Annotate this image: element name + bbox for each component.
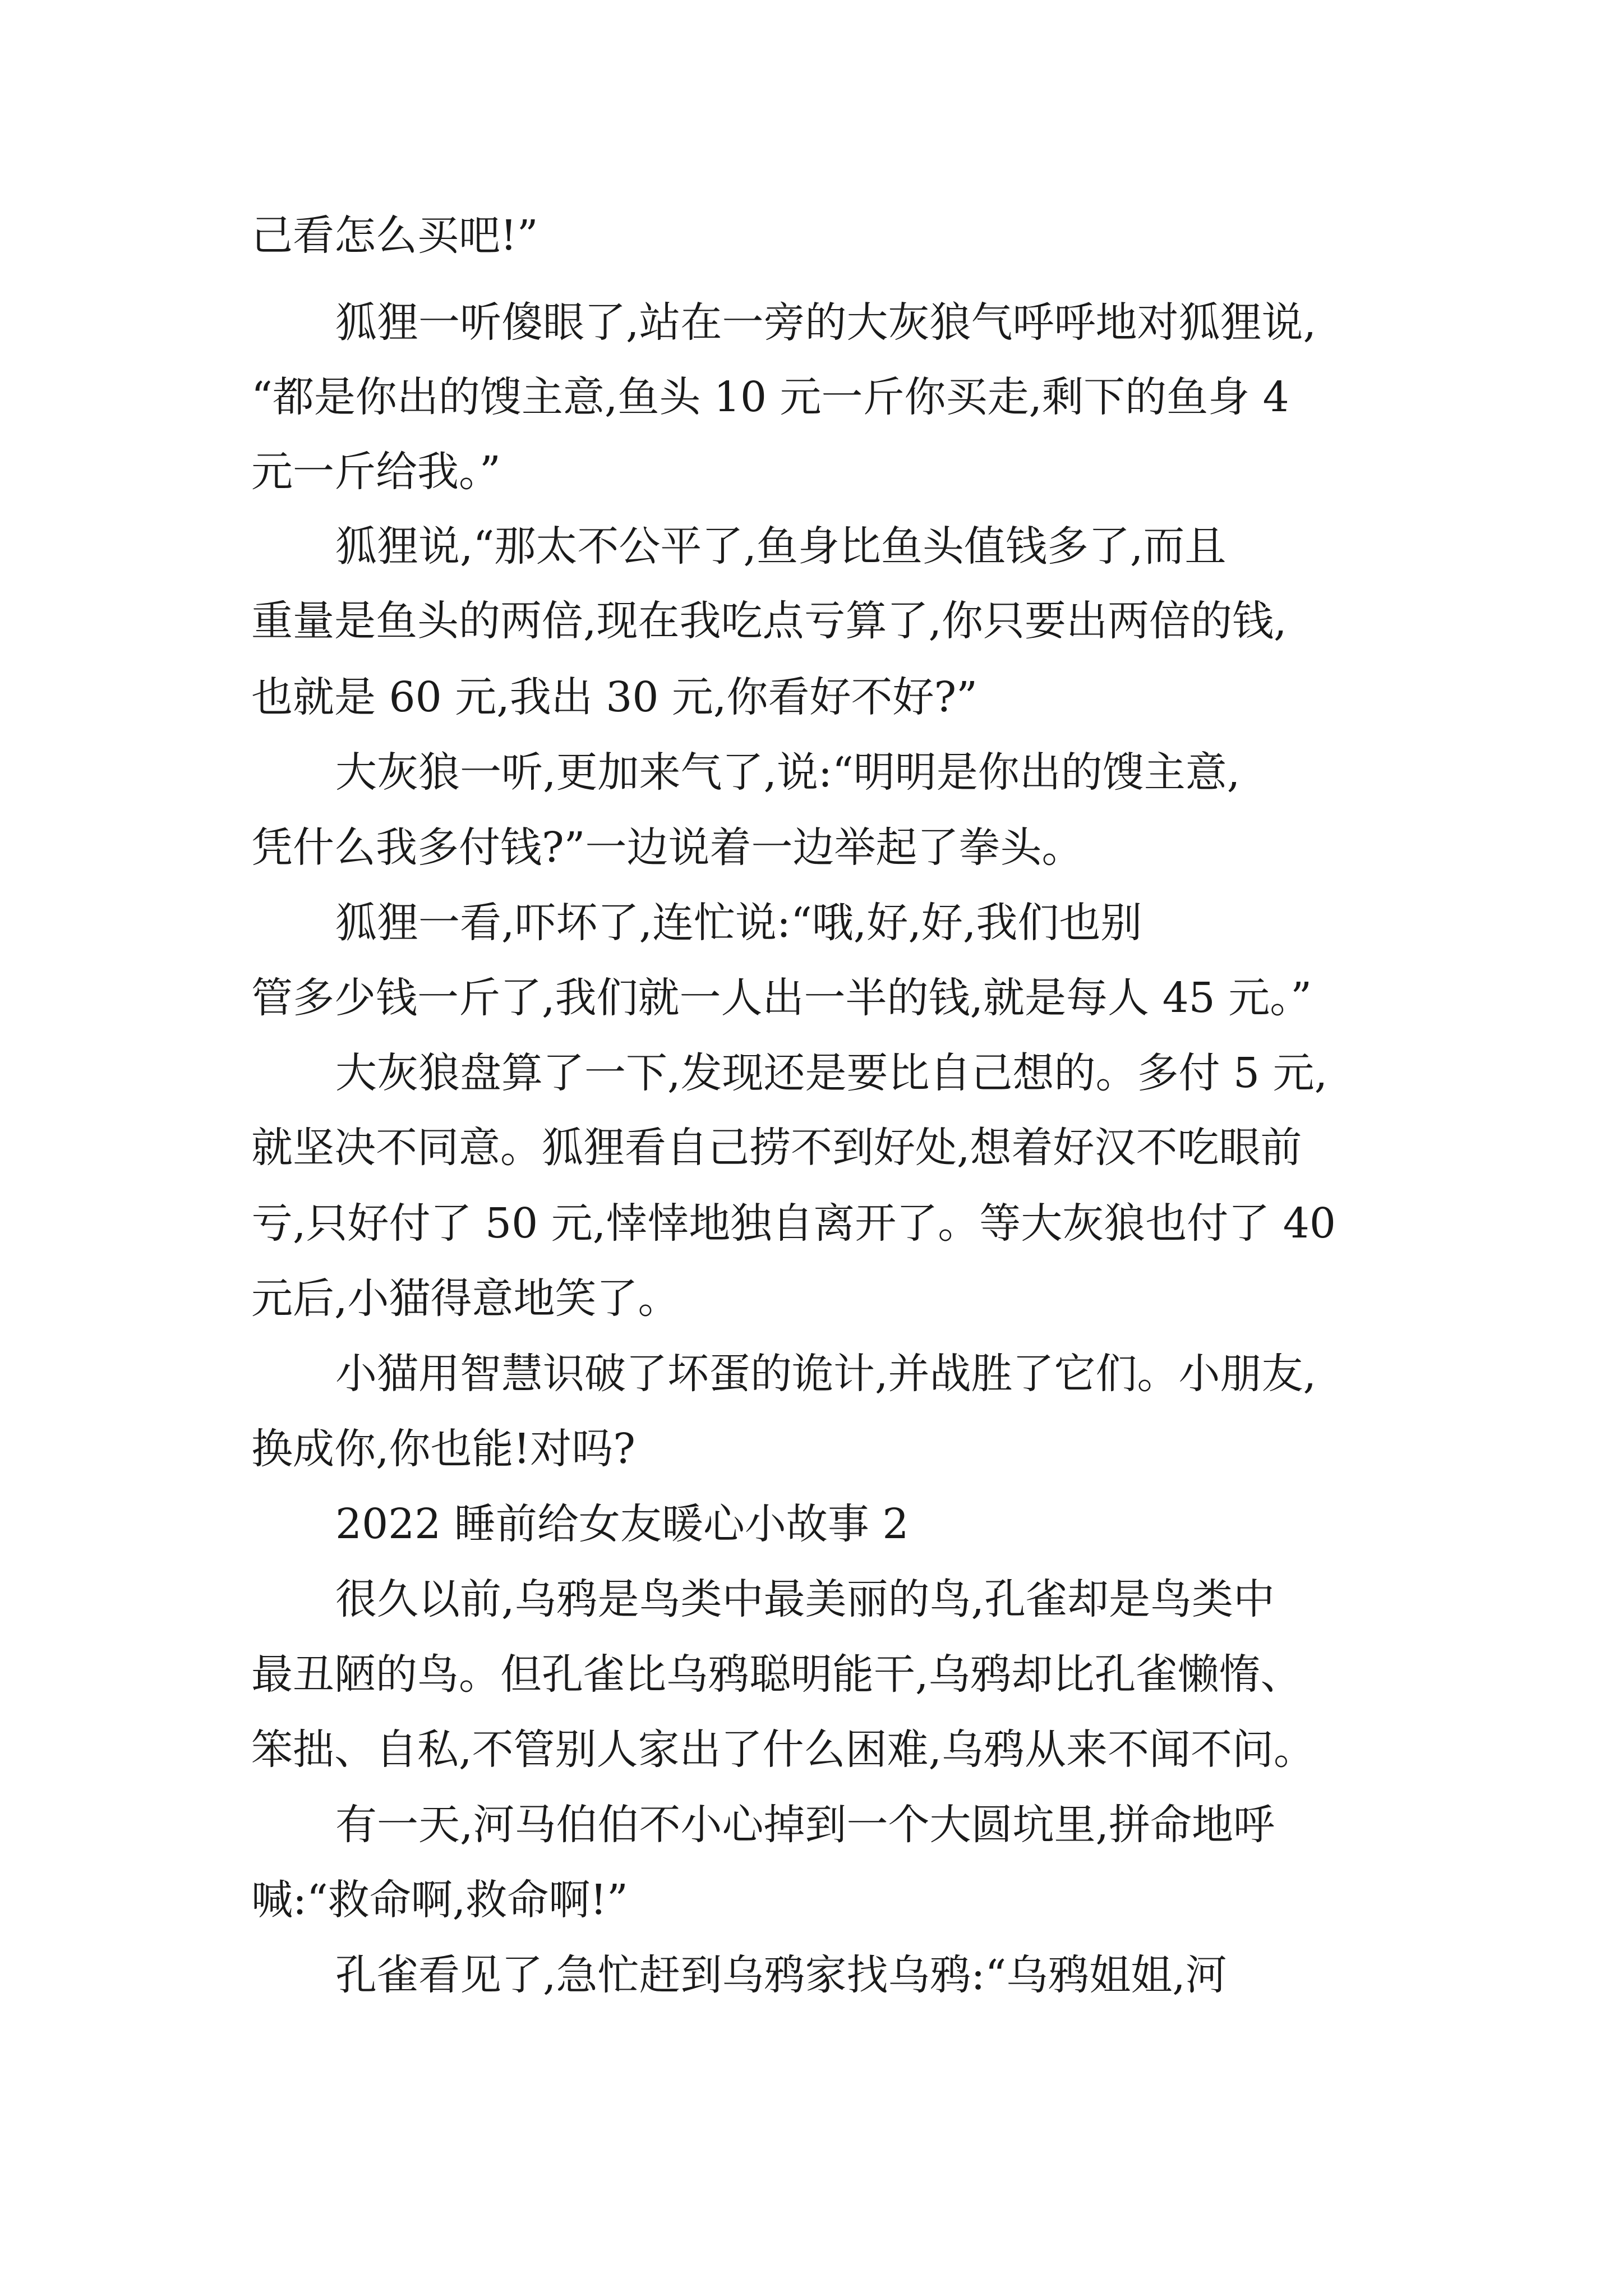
text-line: 亏,只好付了 50 元,悻悻地独自离开了。等大灰狼也付了 40 [251,1199,1336,1248]
text-line: 狐狸说,“那太不公平了,鱼身比鱼头值钱多了,而且 [335,522,1227,570]
text-line: 笨拙、自私,不管别人家出了什么困难,乌鸦从来不闻不问。 [251,1726,1316,1774]
text-line: 凭什么我多付钱?”一边说着一边举起了拳头。 [251,823,1083,872]
text-line: 大灰狼盘算了一下,发现还是要比自己想的。多付 5 元, [335,1049,1328,1097]
text-line: 最丑陋的鸟。但孔雀比乌鸦聪明能干,乌鸦却比孔雀懒惰、 [251,1650,1302,1699]
text-line: 换成你,你也能!对吗? [251,1425,635,1473]
section-heading: 2022 睡前给女友暖心小故事 2 [335,1500,909,1548]
text-line: 就坚决不同意。狐狸看自己捞不到好处,想着好汉不吃眼前 [251,1124,1302,1172]
text-line: 狐狸一看,吓坏了,连忙说:“哦,好,好,我们也别 [335,899,1142,947]
text-line: 元一斤给我。” [251,448,501,496]
text-line: 有一天,河马伯伯不小心掉到一个大圆坑里,拼命地呼 [335,1801,1275,1849]
text-line: 喊:“救命啊,救命啊!” [251,1876,628,1924]
text-line: 元后,小猫得意地笑了。 [251,1274,680,1323]
text-line: “都是你出的馊主意,鱼头 10 元一斤你买走,剩下的鱼身 4 [251,373,1289,421]
text-line: 狐狸一听傻眼了,站在一旁的大灰狼气呼呼地对狐狸说, [335,298,1317,347]
text-line: 也就是 60 元,我出 30 元,你看好不好?” [251,673,978,721]
text-line: 小猫用智慧识破了坏蛋的诡计,并战胜了它们。小朋友, [335,1350,1317,1398]
text-line: 己看怎么买吧!” [251,211,538,260]
text-line: 很久以前,乌鸦是鸟类中最美丽的鸟,孔雀却是鸟类中 [335,1575,1275,1623]
text-line: 大灰狼一听,更加来气了,说:“明明是你出的馊主意, [335,748,1241,797]
text-line: 重量是鱼头的两倍,现在我吃点亏算了,你只要出两倍的钱, [251,597,1287,645]
text-line: 管多少钱一斤了,我们就一人出一半的钱,就是每人 45 元。” [251,974,1312,1022]
text-line: 孔雀看见了,急忙赶到乌鸦家找乌鸦:“乌鸦姐姐,河 [335,1951,1227,1999]
